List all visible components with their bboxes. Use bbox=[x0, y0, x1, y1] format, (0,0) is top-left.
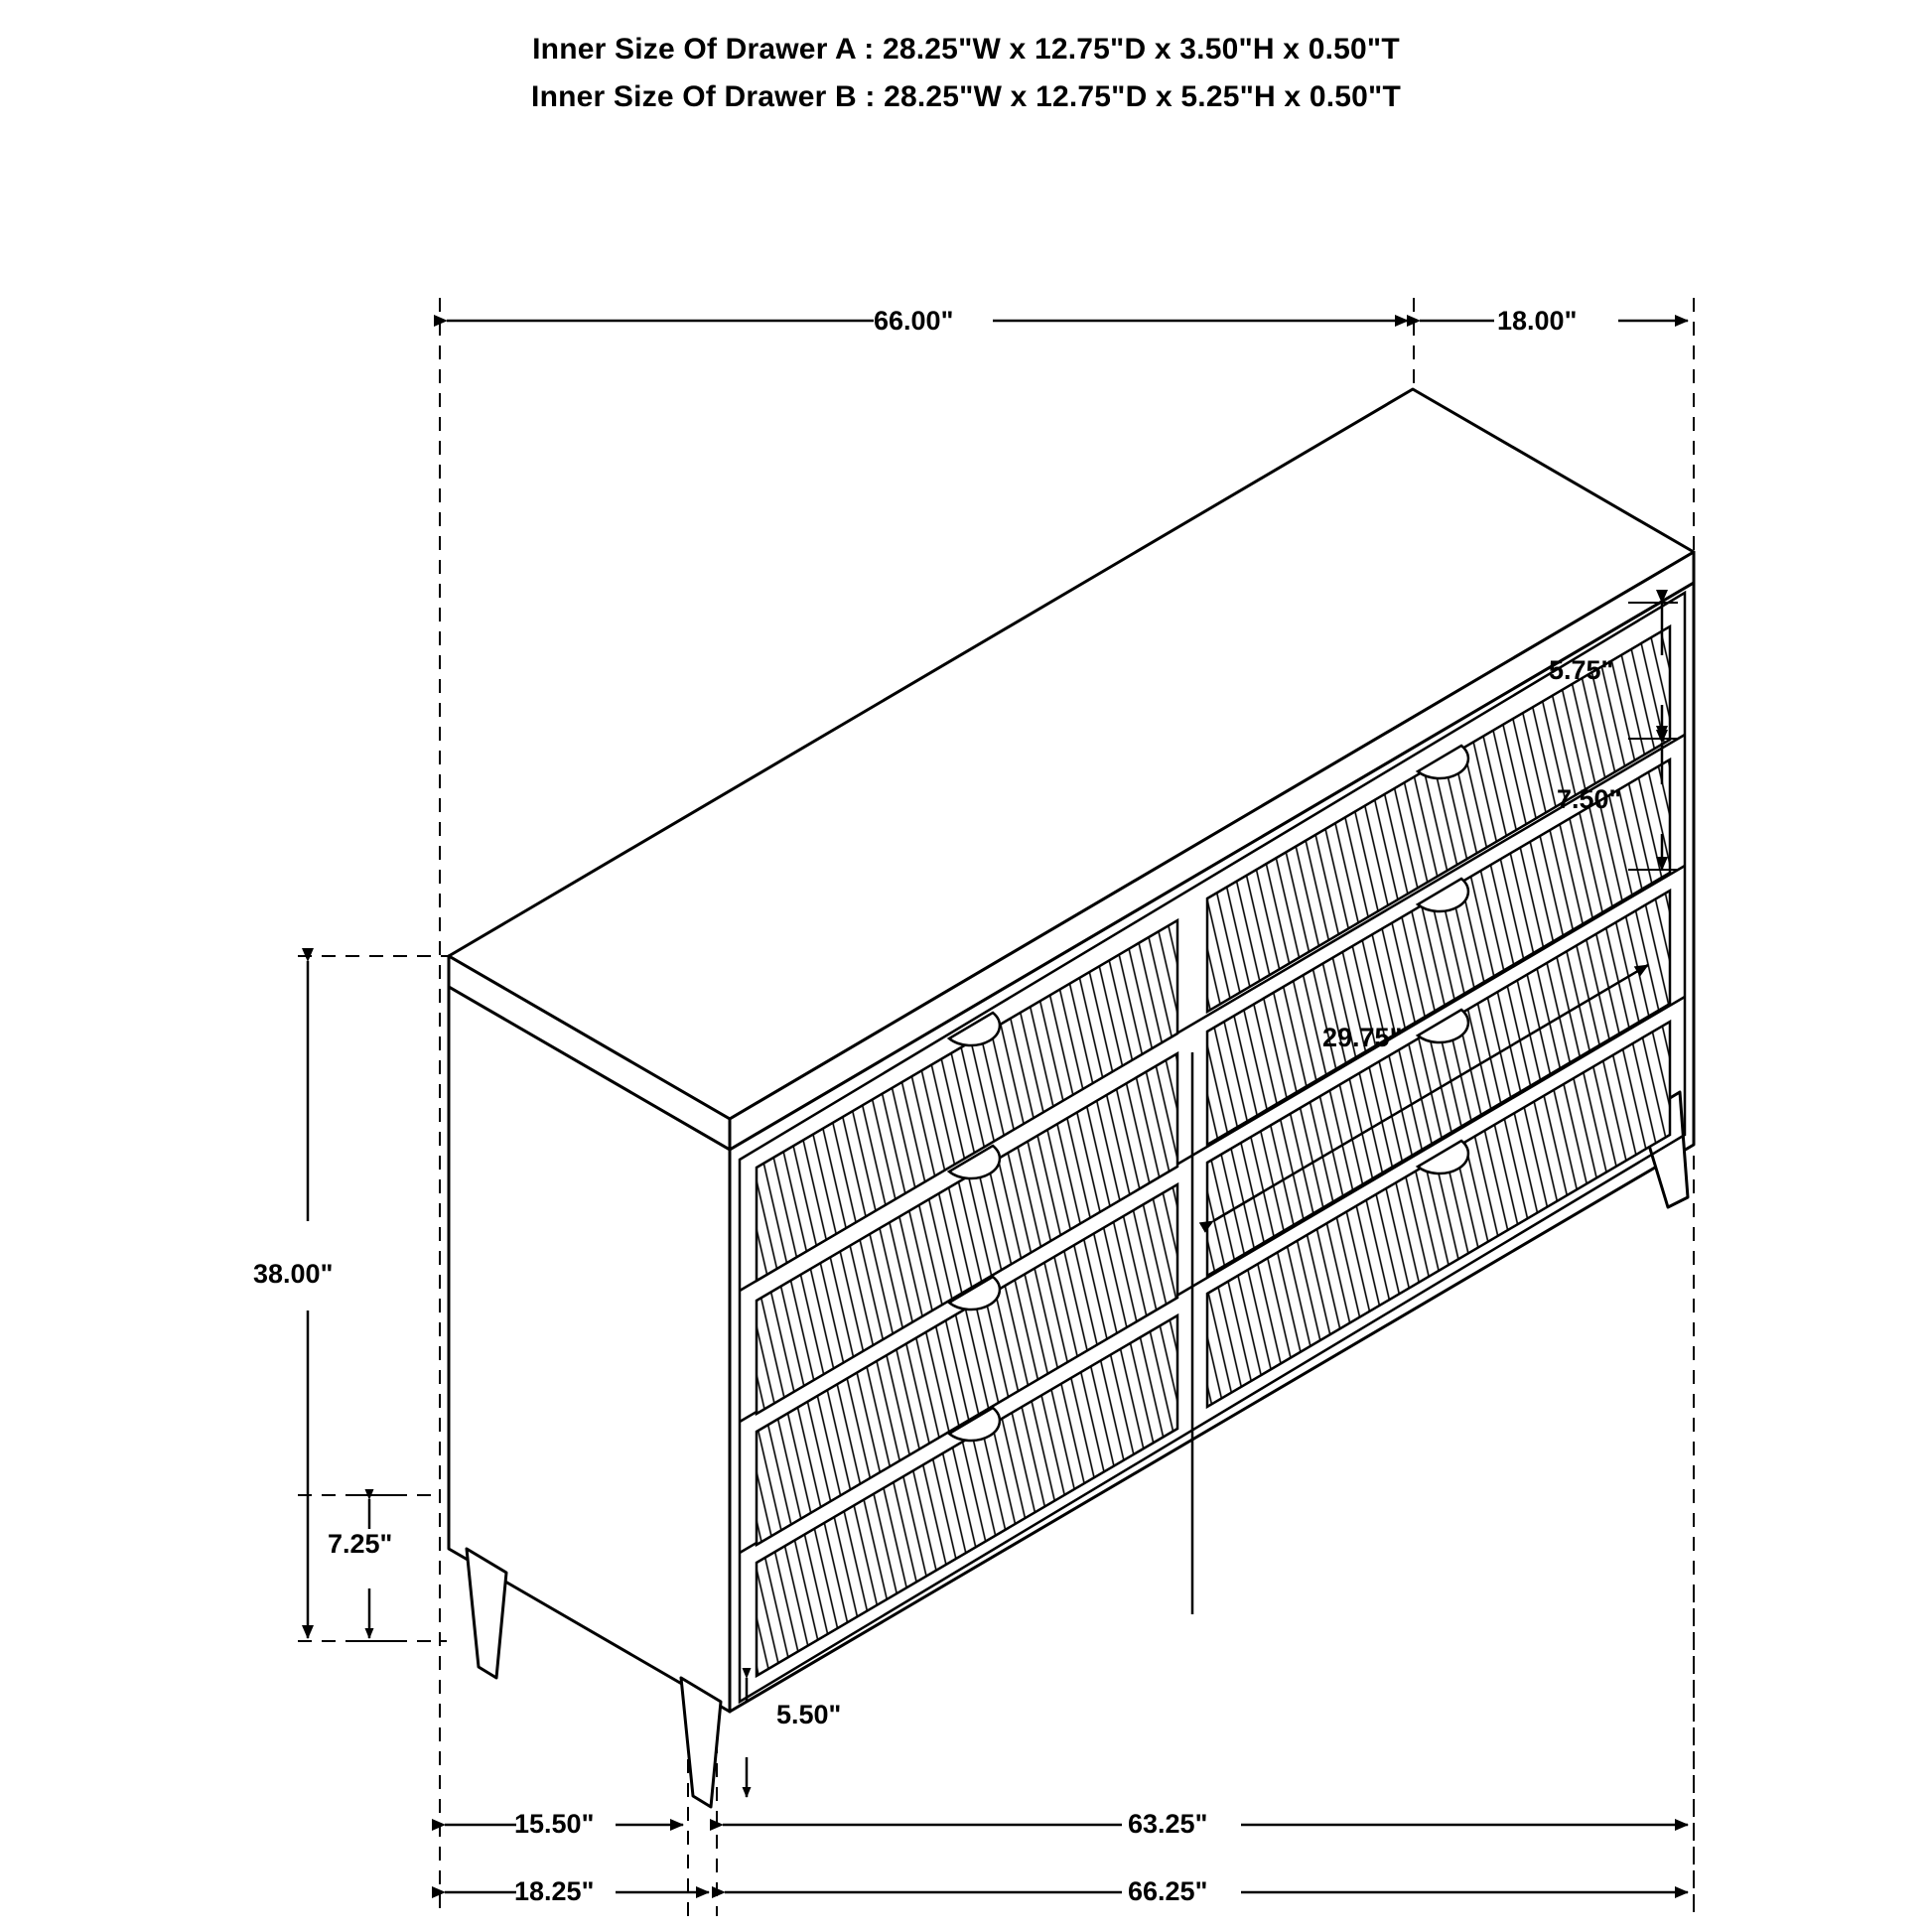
dim-label-depth-overall: 18.25" bbox=[514, 1876, 595, 1906]
drawer-b-inner-size-note: Inner Size Of Drawer B : 28.25"W x 12.75"D x 5.25"H x 0.50"T bbox=[531, 80, 1401, 113]
dim-label-height-overall: 38.00" bbox=[253, 1259, 334, 1289]
dim-label-drawer-lower-height: 7.50" bbox=[1557, 784, 1622, 814]
dim-label-drawer-top-height: 5.75" bbox=[1549, 655, 1614, 685]
leg-back-left bbox=[467, 1549, 506, 1678]
dim-label-depth-top: 18.00" bbox=[1497, 306, 1578, 336]
drawer-a-inner-size-note: Inner Size Of Drawer A : 28.25"W x 12.75"D x 3.50"H x 0.50"T bbox=[532, 33, 1400, 66]
dim-label-width-overall: 66.00" bbox=[874, 306, 954, 336]
dim-label-leg-clearance: 5.50" bbox=[776, 1700, 842, 1729]
dim-label-side-depth-footprint: 15.50" bbox=[514, 1809, 595, 1839]
dim-label-width-overall-bottom: 66.25" bbox=[1128, 1876, 1208, 1906]
dim-label-leg-height: 7.25" bbox=[328, 1529, 393, 1559]
dim-label-drawer-inner-width: 29.75" bbox=[1322, 1023, 1403, 1052]
dim-label-front-width-footprint: 63.25" bbox=[1128, 1809, 1208, 1839]
